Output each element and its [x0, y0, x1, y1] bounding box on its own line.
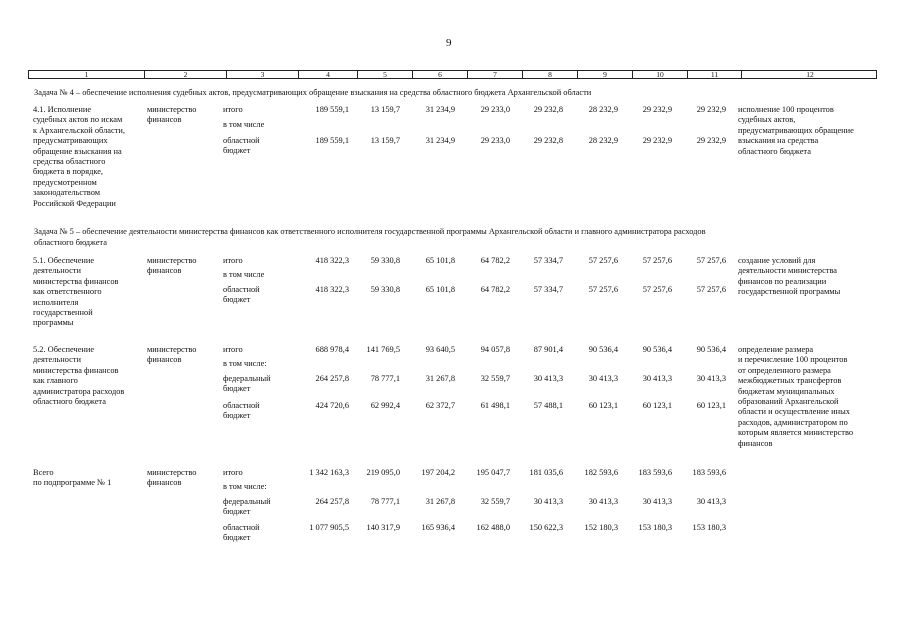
- total-row-executor: министерство: [147, 468, 197, 477]
- column-header-4: 4: [299, 71, 358, 78]
- row-5-2-value: 60 123,1: [696, 401, 726, 410]
- row-4-1-name: Российской Федерации: [33, 198, 116, 208]
- column-header-10: 10: [633, 71, 688, 78]
- row-5-2-result: которым является министерство: [738, 428, 854, 438]
- row-5-1-value: 418 322,3: [315, 285, 349, 294]
- row-5-1-line-label: областной: [223, 285, 260, 294]
- total-row-value: 32 559,7: [480, 497, 510, 506]
- task-5-title-line-1: Задача № 5 – обеспечение деятельности министерства финансов как ответственного исполнителя государственной программы Архангельской области и главного администратора расходов: [34, 227, 706, 236]
- row-4-1-name: предусмотренном: [33, 177, 97, 187]
- task-5-title-line-2: областного бюджета: [34, 237, 107, 247]
- row-5-1-line-label: бюджет: [223, 295, 251, 305]
- row-5-2-line-label: в том числе:: [223, 359, 267, 368]
- row-4-1-name: обращение взыскания на: [33, 146, 122, 156]
- total-row-line-label: бюджет: [223, 507, 251, 517]
- row-4-1-name: 4.1. Исполнение: [33, 105, 92, 114]
- row-4-1-result: исполнение 100 процентов: [738, 105, 834, 114]
- row-5-2-value: 141 769,5: [366, 345, 400, 354]
- row-5-2-value: 90 536,4: [642, 345, 672, 354]
- row-5-2-value: 60 123,1: [642, 401, 672, 410]
- row-5-2-value: 31 267,8: [425, 374, 455, 383]
- row-5-1-value: 59 330,8: [370, 256, 400, 265]
- row-5-2-value: 87 901,4: [533, 345, 563, 354]
- row-4-1-value: 13 159,7: [370, 105, 400, 114]
- row-5-2-result: бюджетам муниципальных: [738, 386, 835, 396]
- row-4-1-line-label: областной: [223, 136, 260, 145]
- row-5-2-name: министерства финансов: [33, 365, 119, 375]
- row-5-2-value: 688 978,4: [315, 345, 349, 354]
- row-5-2-value: 61 498,1: [480, 401, 510, 410]
- row-4-1-value: 29 232,9: [696, 136, 726, 145]
- total-row-value: 30 413,3: [533, 497, 563, 506]
- row-5-2-executor: министерство: [147, 345, 197, 354]
- row-4-1-result: взыскания на средства: [738, 136, 819, 146]
- row-4-1-value: 29 233,0: [480, 105, 510, 114]
- column-header-1: 1: [29, 71, 145, 78]
- total-row-name: по подпрограмме № 1: [33, 478, 112, 488]
- row-4-1-value: 29 232,9: [642, 105, 672, 114]
- row-4-1-value: 13 159,7: [370, 136, 400, 145]
- row-4-1-line-label: в том числе: [223, 120, 265, 129]
- row-5-1-value: 65 101,8: [425, 285, 455, 294]
- row-4-1-line-label: бюджет: [223, 146, 251, 156]
- row-5-2-line-label: областной: [223, 401, 260, 410]
- row-5-2-result: финансов: [738, 438, 773, 448]
- row-5-1-value: 57 257,6: [696, 256, 726, 265]
- row-4-1-name: законодательством: [33, 188, 101, 198]
- row-4-1-name: предусматривающих: [33, 136, 108, 146]
- total-row-value: 182 593,6: [584, 468, 618, 477]
- row-5-1-name: деятельности: [33, 266, 81, 276]
- total-row-value: 150 622,3: [529, 523, 563, 532]
- row-4-1-name: к Архангельской области,: [33, 125, 125, 135]
- row-5-1-value: 57 257,6: [588, 285, 618, 294]
- row-5-2-result: межбюджетных трансфертов: [738, 376, 842, 386]
- row-5-1-name: как ответственного: [33, 287, 102, 297]
- column-header-3: 3: [227, 71, 299, 78]
- row-5-2-value: 30 413,3: [588, 374, 618, 383]
- row-4-1-value: 189 559,1: [315, 136, 349, 145]
- row-5-1-line-label: в том числе: [223, 270, 265, 279]
- row-4-1-line-label: итого: [223, 105, 243, 114]
- column-header-row: [28, 70, 877, 79]
- row-5-2-value: 78 777,1: [370, 374, 400, 383]
- row-5-1-value: 64 782,2: [480, 256, 510, 265]
- row-5-2-line-label: бюджет: [223, 384, 251, 394]
- total-row-value: 152 180,3: [584, 523, 618, 532]
- row-4-1-result: областного бюджета: [738, 146, 811, 156]
- column-header-9: 9: [578, 71, 633, 78]
- row-4-1-value: 189 559,1: [315, 105, 349, 114]
- column-header-8: 8: [523, 71, 578, 78]
- row-5-2-value: 30 413,3: [696, 374, 726, 383]
- row-4-1-name: судебных актов по искам: [33, 115, 123, 125]
- column-header-2: 2: [145, 71, 227, 78]
- total-row-value: 30 413,3: [696, 497, 726, 506]
- row-5-1-value: 59 330,8: [370, 285, 400, 294]
- row-5-1-value: 57 257,6: [588, 256, 618, 265]
- row-5-2-value: 57 488,1: [533, 401, 563, 410]
- total-row-line-label: областной: [223, 523, 260, 532]
- row-5-2-value: 30 413,3: [533, 374, 563, 383]
- total-row-value: 1 077 905,5: [309, 523, 349, 532]
- total-row-line-label: в том числе:: [223, 482, 267, 491]
- row-4-1-result: предусматривающих обращение: [738, 125, 854, 135]
- row-5-1-result: финансов по реализации: [738, 276, 827, 286]
- row-5-2-result: определение размера: [738, 345, 814, 354]
- total-row-value: 30 413,3: [642, 497, 672, 506]
- total-row-value: 153 180,3: [638, 523, 672, 532]
- row-5-2-value: 424 720,6: [315, 401, 349, 410]
- column-header-12: 12: [806, 70, 814, 79]
- total-row-value: 78 777,1: [370, 497, 400, 506]
- row-5-2-result: образований Архангельской: [738, 397, 839, 406]
- row-4-1-name: бюджета в порядке,: [33, 167, 104, 177]
- row-5-2-name: 5.2. Обеспечение: [33, 345, 95, 354]
- row-5-1-value: 64 782,2: [480, 285, 510, 294]
- total-row-value: 181 035,6: [529, 468, 563, 477]
- row-5-2-executor: финансов: [147, 355, 182, 365]
- row-4-1-name: средства областного: [33, 157, 106, 166]
- row-5-1-value: 418 322,3: [315, 256, 349, 265]
- row-5-1-name: программы: [33, 318, 74, 328]
- row-5-1-result: государственной программы: [738, 287, 841, 297]
- row-5-1-value: 65 101,8: [425, 256, 455, 265]
- row-5-2-result: области и осуществление иных: [738, 407, 850, 417]
- row-5-2-name: администратора расходов: [33, 386, 125, 396]
- total-row-value: 31 267,8: [425, 497, 455, 506]
- row-4-1-executor: министерство: [147, 105, 197, 114]
- row-5-1-value: 57 257,6: [642, 256, 672, 265]
- row-5-1-executor: финансов: [147, 266, 182, 276]
- row-5-2-result: от определенного размера: [738, 365, 831, 375]
- total-row-line-label: итого: [223, 468, 243, 477]
- row-5-2-name: областного бюджета: [33, 397, 106, 406]
- row-5-1-result: создание условий для: [738, 256, 816, 265]
- row-5-2-result: и перечисление 100 процентов: [738, 355, 848, 365]
- row-5-1-value: 57 334,7: [533, 285, 563, 294]
- row-4-1-value: 31 234,9: [425, 136, 455, 145]
- row-5-2-value: 94 057,8: [480, 345, 510, 354]
- total-row-value: 183 593,6: [692, 468, 726, 477]
- total-row-value: 1 342 163,3: [309, 468, 349, 477]
- total-row-value: 197 204,2: [421, 468, 455, 477]
- column-header-6: 6: [413, 71, 468, 78]
- row-5-2-value: 32 559,7: [480, 374, 510, 383]
- row-5-2-value: 60 123,1: [588, 401, 618, 410]
- row-5-2-value: 264 257,8: [315, 374, 349, 383]
- row-5-2-value: 62 372,7: [425, 401, 455, 410]
- total-row-name: Всего: [33, 468, 54, 477]
- row-5-1-value: 57 257,6: [696, 285, 726, 294]
- column-header-11: 11: [688, 71, 742, 78]
- row-5-2-line-label: федеральный: [223, 374, 271, 383]
- row-5-2-value: 62 992,4: [370, 401, 400, 410]
- row-5-2-line-label: бюджет: [223, 411, 251, 421]
- row-5-1-value: 57 257,6: [642, 285, 672, 294]
- row-5-1-name: 5.1. Обеспечение: [33, 256, 95, 265]
- row-4-1-executor: финансов: [147, 115, 182, 125]
- total-row-value: 30 413,3: [588, 497, 618, 506]
- total-row-value: 165 936,4: [421, 523, 455, 532]
- row-4-1-value: 29 233,0: [480, 136, 510, 145]
- row-5-2-value: 90 536,4: [588, 345, 618, 354]
- row-4-1-value: 29 232,9: [642, 136, 672, 145]
- total-row-value: 219 095,0: [366, 468, 400, 477]
- row-4-1-value: 29 232,8: [533, 105, 563, 114]
- row-5-1-name: министерства финансов: [33, 276, 119, 286]
- row-5-2-name: как главного: [33, 376, 78, 386]
- total-row-executor: финансов: [147, 478, 182, 488]
- row-5-1-result: деятельности министерства: [738, 266, 838, 276]
- row-4-1-value: 29 232,9: [696, 105, 726, 114]
- page-number: 9: [446, 37, 452, 49]
- row-5-2-value: 90 536,4: [696, 345, 726, 354]
- total-row-value: 195 047,7: [476, 468, 510, 477]
- row-5-2-value: 93 640,5: [425, 345, 455, 354]
- row-5-1-value: 57 334,7: [533, 256, 563, 265]
- total-row-value: 183 593,6: [638, 468, 672, 477]
- row-4-1-result: судебных актов,: [738, 115, 796, 125]
- row-5-2-result: расходов, администратором по: [738, 417, 848, 427]
- row-5-1-name: исполнителя: [33, 297, 79, 307]
- row-5-1-line-label: итого: [223, 256, 243, 265]
- row-4-1-value: 28 232,9: [588, 105, 618, 114]
- column-header-5: 5: [358, 71, 413, 78]
- row-5-1-executor: министерство: [147, 256, 197, 265]
- column-header-7: 7: [468, 71, 523, 78]
- total-row-line-label: бюджет: [223, 533, 251, 543]
- row-5-2-line-label: итого: [223, 345, 243, 354]
- total-row-value: 264 257,8: [315, 497, 349, 506]
- total-row-value: 162 488,0: [476, 523, 510, 532]
- task-4-title: Задача № 4 – обеспечение исполнения судебных актов, предусматривающих обращение взыскания на средства областного бюджета Архангельской области: [34, 88, 592, 97]
- row-5-1-name: государственной: [33, 308, 93, 317]
- row-5-2-name: деятельности: [33, 355, 81, 365]
- row-4-1-value: 31 234,9: [425, 105, 455, 114]
- row-4-1-value: 28 232,9: [588, 136, 618, 145]
- total-row-value: 140 317,9: [366, 523, 400, 532]
- row-5-2-value: 30 413,3: [642, 374, 672, 383]
- total-row-line-label: федеральный: [223, 497, 271, 506]
- total-row-value: 153 180,3: [692, 523, 726, 532]
- row-4-1-value: 29 232,8: [533, 136, 563, 145]
